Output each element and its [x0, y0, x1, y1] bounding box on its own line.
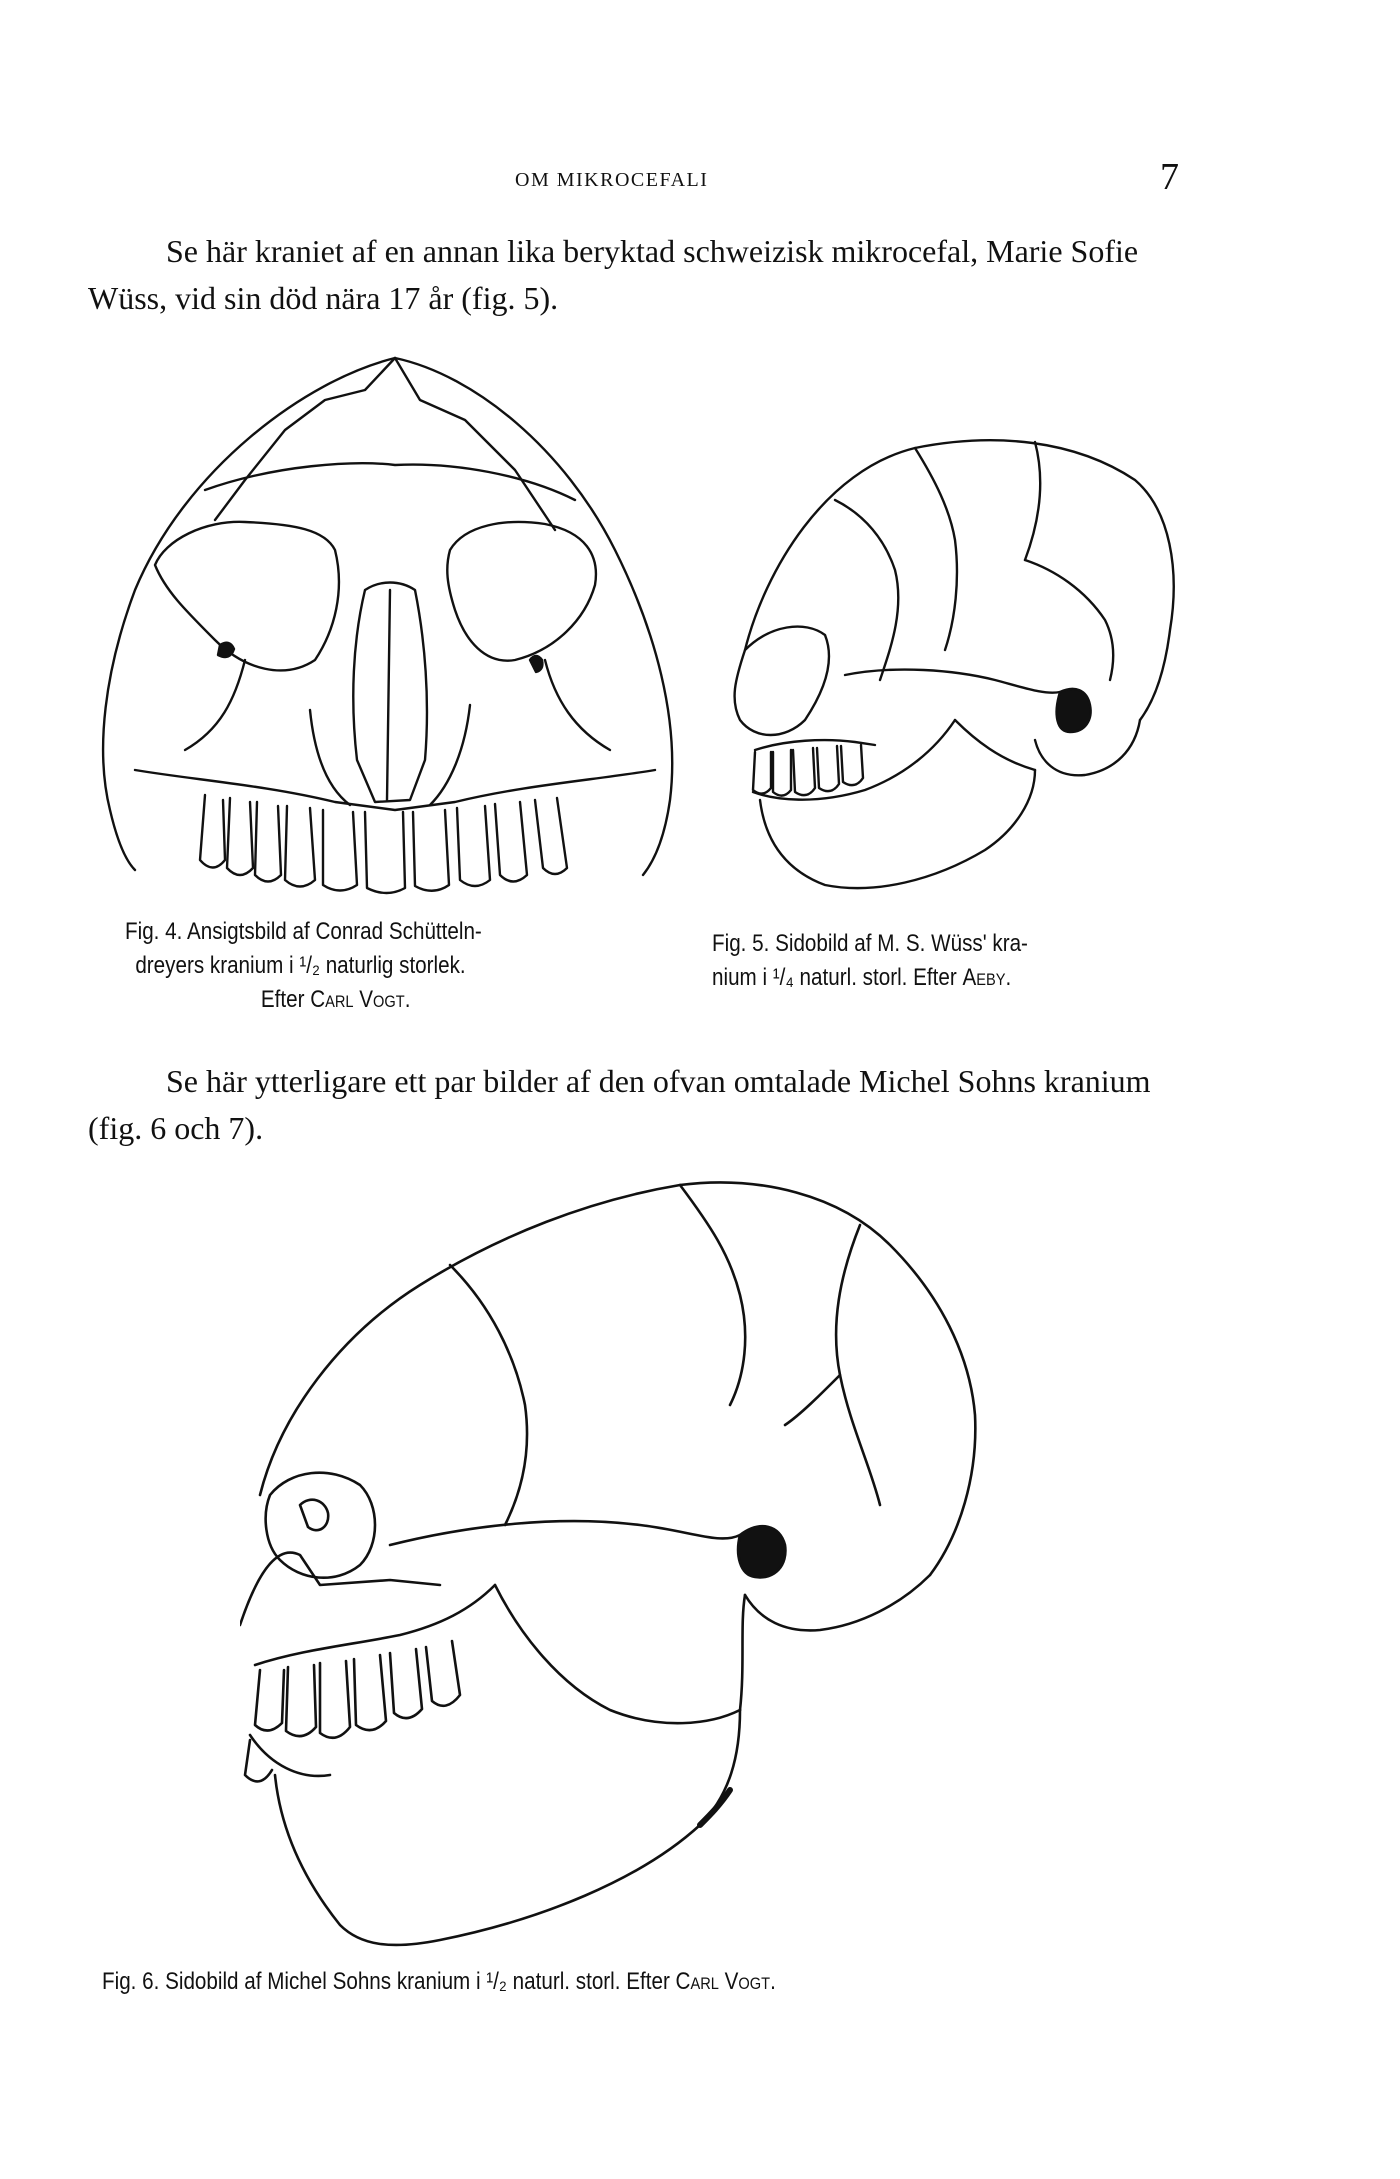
paragraph-2-text: Se här ytterligare ett par bilder af den ofvan omtalade Michel Sohns kranium (fig. 6 och 7). [88, 1063, 1151, 1146]
figure-4-caption-line-3 [125, 983, 641, 1017]
page-number: 7 [1160, 156, 1179, 198]
figure-5-caption [712, 927, 1176, 995]
figure-5-caption-author: Aeby. [962, 964, 1012, 991]
figure-5-caption-line-1: Fig. 5. Sidobild af M. S. Wüss' kra- [712, 930, 1028, 957]
figure-5-skull-side-illustration [715, 420, 1180, 900]
page-header [0, 156, 1400, 203]
paragraph-1 [88, 228, 1188, 322]
figure-6-caption-text: Fig. 6. Sidobild af Michel Sohns kranium i ¹/₂ naturl. storl. Efter [102, 1968, 676, 1995]
figure-4-caption-line-1: Fig. 4. Ansigtsbild af Conrad Schütteln- [125, 918, 482, 945]
figure-6-caption-author: Carl Vogt. [675, 1968, 776, 1995]
figure-5-caption-line-2-text: nium i ¹/₄ naturl. storl. Efter [712, 964, 963, 991]
figure-4-skull-front-illustration [95, 340, 685, 900]
figure-5-caption-line-2 [712, 961, 1176, 995]
figure-4-caption-author: Carl Vogt. [310, 986, 411, 1013]
figure-4-caption-line-2: dreyers kranium i ¹/₂ naturlig storlek. [135, 952, 466, 979]
paragraph-1-text: Se här kraniet af en annan lika beryktad schweizisk mikrocefal, Marie Sofie Wüss, vid sin död nära 17 år (fig. 5). [88, 233, 1139, 316]
paragraph-2 [88, 1058, 1188, 1152]
figure-6-skull-side-illustration [240, 1165, 1040, 1955]
running-head: OM MIKROCEFALI [515, 169, 709, 191]
figure-4-caption-efter: Efter [260, 986, 311, 1013]
figure-4-caption [125, 915, 641, 1017]
figure-6-caption [102, 1965, 1220, 1999]
